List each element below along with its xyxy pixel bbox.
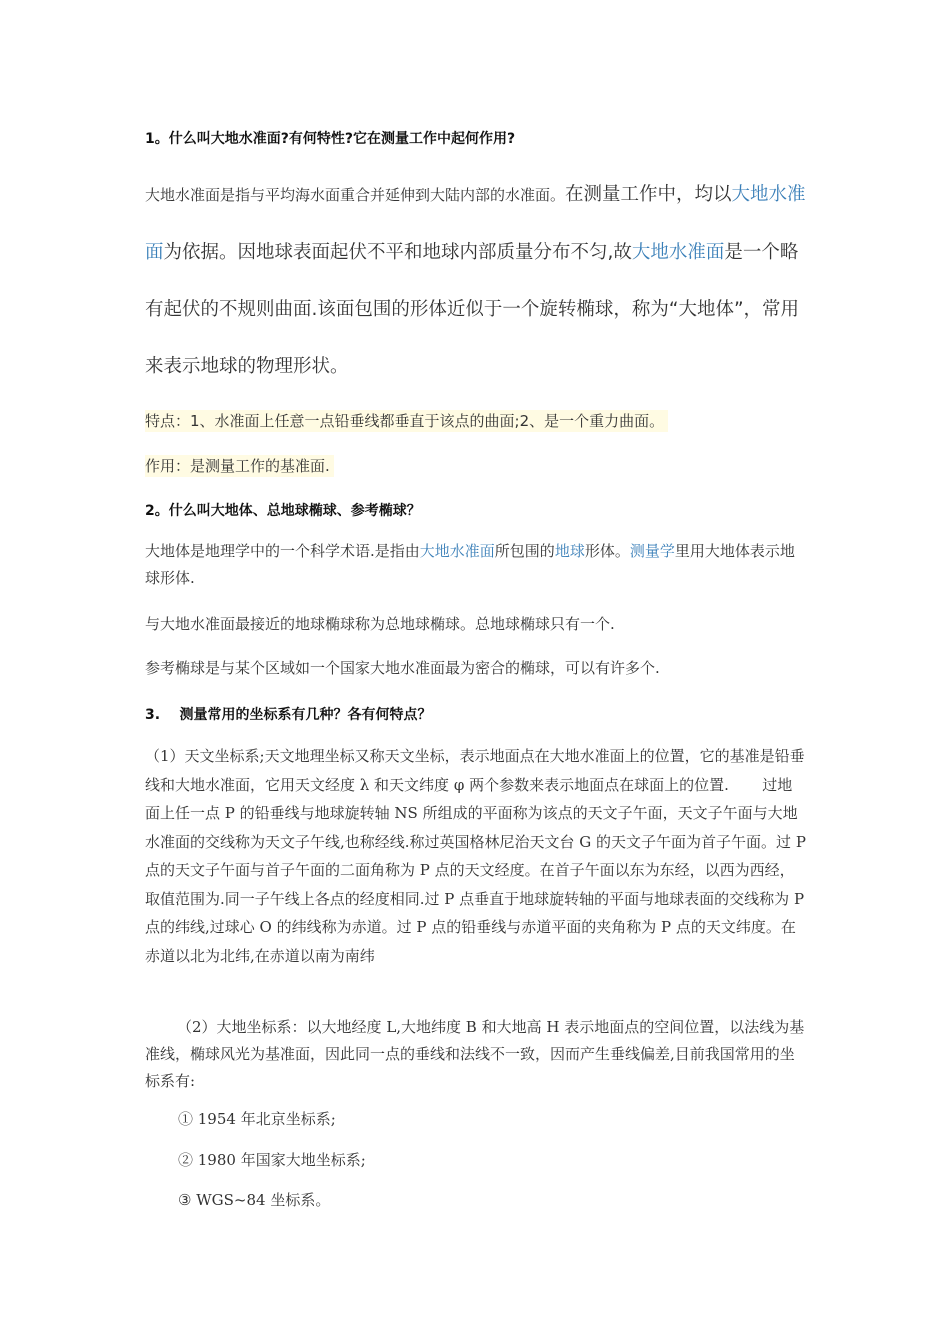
- link-earth[interactable]: 地球: [554, 542, 585, 560]
- answer-text: 在测量工作中，均以: [565, 184, 732, 205]
- answer-text: 里用大地体表示地球形体.: [145, 542, 795, 587]
- role-text: 作用：是测量工作的基准面.: [145, 455, 334, 477]
- question-3-paragraph-1: （1）天文坐标系;天文地理坐标又称天文坐标，表示地面点在大地水准面上的位置，它的基准是铅垂线和大地水准面，它用天文经度 λ 和天文纬度 φ 两个参数来表示地面点在球面上的位置. 过地面上任一点 P 的铅垂线与地球旋转轴 NS 所组成的平面称为该点的天文子午面，天文子午面与大地水准面的交线称为天文子午线,也称经线.称过英国格林尼治天文台 G 的天文子午面为首子午面。过 P 点的天文子午面与首子午面的二面角称为 P 点的天文经度。在首子午面以东为东经，以西为西经，取值范围为.同一子午线上各点的经度相同.过 P 点垂直于地球旋转轴的平面与地球表面的交线称为 P 点的纬线,过球心 O 的纬线称为赤道。过 P 点的铅垂线与赤道平面的夹角称为 P 点的天文纬度。在赤道以北为北纬,在赤道以南为南纬: [145, 747, 806, 965]
- question-2-paragraph-2: 与大地水准面最接近的地球椭球称为总地球椭球。总地球椭球只有一个.: [145, 615, 615, 633]
- answer-text: 大地水准面是指与平均海水面重合并延伸到大陆内部的水准面。: [145, 186, 566, 204]
- list-item: ③ WGS~84 坐标系。: [178, 1191, 331, 1209]
- role-line: [145, 455, 807, 476]
- question-2-paragraph-3: 参考椭球是与某个区域如一个国家大地水准面最为密合的椭球，可以有许多个.: [145, 659, 660, 677]
- feature-text: 特点：1、水准面上任意一点铅垂线都垂直于该点的曲面;2、是一个重力曲面。: [145, 410, 668, 432]
- answer-text: 为依据。因地球表面起伏不平和地球内部质量分布不匀,故: [163, 242, 632, 263]
- question-2-paragraph-1: [145, 538, 807, 592]
- question-3-title: 3. 测量常用的坐标系有几种？各有何特点？: [145, 707, 432, 723]
- feature-line: [145, 410, 807, 431]
- link-geoid[interactable]: 大地水准面: [145, 184, 806, 263]
- link-geoid[interactable]: 大地水准面: [631, 242, 725, 263]
- answer-text: 形体。: [584, 542, 630, 560]
- list-item: ② 1980 年国家大地坐标系;: [178, 1151, 366, 1169]
- answer-text: 是一个略有起伏的不规则曲面.该面包围的形体近似于一个旋转椭球，称为“大地体”，常用来表示地球的物理形状。: [145, 242, 800, 377]
- question-2-title: 2。什么叫大地体、总地球椭球、参考椭球？: [145, 503, 421, 519]
- list-item: ① 1954 年北京坐标系;: [178, 1110, 336, 1128]
- answer-text: 所包围的: [494, 542, 555, 560]
- question-3-paragraph-2: （2）大地坐标系：以大地经度 L,大地纬度 B 和大地高 H 表示地面点的空间位置，以法线为基准线，椭球风光为基准面，因此同一点的垂线和法线不一致，因而产生垂线偏差,目前我国常用的坐标系有:: [145, 1018, 805, 1090]
- question-1-title: 1。什么叫大地水准面?有何特性?它在测量工作中起何作用?: [145, 131, 516, 147]
- answer-paragraph: [145, 166, 807, 395]
- answer-text: 大地体是地理学中的一个科学术语.是指由: [145, 542, 420, 560]
- link-geoid[interactable]: 大地水准面: [419, 542, 495, 560]
- question-1-answer: [145, 166, 807, 395]
- link-geodesy[interactable]: 测量学: [629, 542, 675, 560]
